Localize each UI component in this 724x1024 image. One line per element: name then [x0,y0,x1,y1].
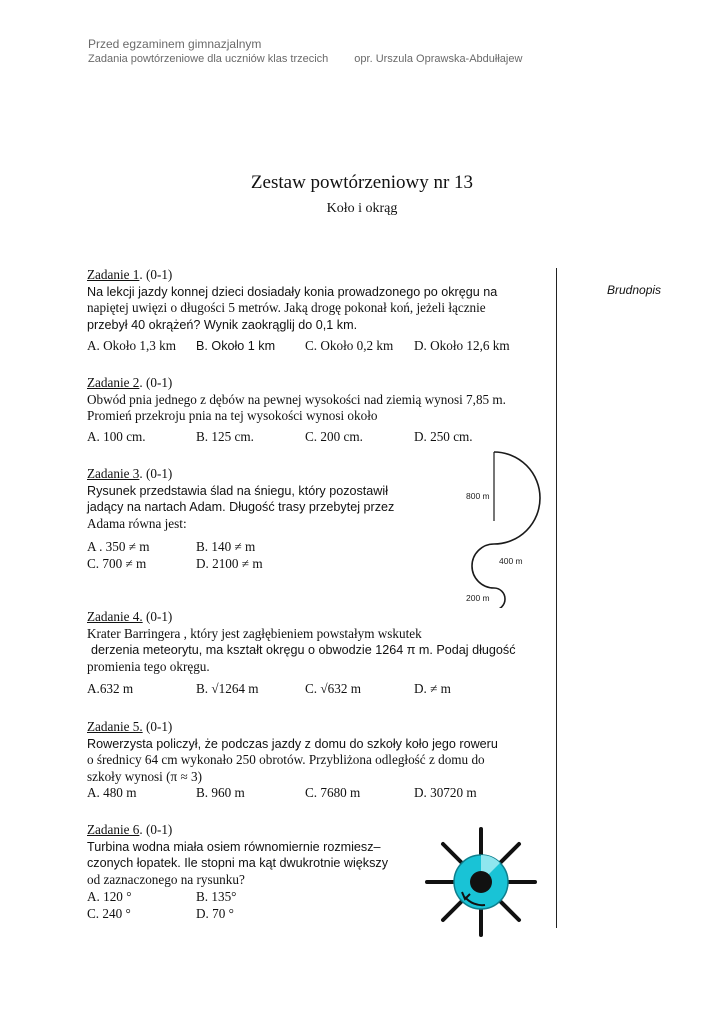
answer-option-d[interactable]: D. 70 ° [196,906,234,921]
turbine-figure [421,825,541,940]
task-6 [87,822,388,923]
answer-option-d[interactable]: D. 250 cm. [414,428,473,444]
answer-option-a[interactable]: A. 100 cm. [87,428,146,444]
task-points: (0-1) [142,609,173,624]
answer-option-b[interactable]: B. √1264 m [196,681,259,696]
task-points: . (0-1) [139,466,173,481]
task-text-line: Na lekcji jazdy konnej dzieci dosiadały konia prowadzonego po okręgu na [87,284,498,299]
task-heading [87,267,497,284]
answer-row [87,889,388,906]
task-text-line: Krater Barringera , który jest zagłębieniem powstałym wskutek [87,625,422,641]
answer-option-a[interactable]: A. 480 m [87,785,137,800]
task-text-line: czonych łopatek. Ile stopni ma kąt dwukrotnie większy [87,856,388,870]
header-author: opr. Urszula Oprawska-Abdułłajew [354,53,523,65]
task-label: Zadanie 5. [87,719,143,734]
task-text-line: szkoły wynosi (π ≈ 3) [87,768,202,784]
ski-track-arc-800 [494,452,540,544]
task-text-line: przebył 40 okrążeń? Wynik zaokrąglij do 0,1 km. [87,317,358,332]
task-2 [87,375,506,446]
task-text-line: napiętej uwięzi o długości 5 metrów. Jaką drogę pokonał koń, jeżeli łącznie [87,300,486,315]
answer-option-c[interactable]: C. 240 ° [87,906,131,921]
ski-track-figure [462,448,542,608]
answer-option-a[interactable]: A . 350 ≠ m [87,539,150,554]
ski-track-label-200: 200 m [466,593,490,603]
answer-option-b[interactable]: B. 960 m [196,785,245,800]
answer-option-b[interactable]: B. 125 cm. [196,428,254,444]
turbine-hub [470,871,492,893]
answer-option-a[interactable]: A. 120 ° [87,889,132,904]
task-points: . (0-1) [139,375,173,390]
header-course: Zadania powtórzeniowe dla uczniów klas trzecich [88,53,329,65]
answer-row [87,681,516,698]
task-label: Zadanie 2 [87,375,140,390]
answer-option-b[interactable]: B. 140 ≠ m [196,539,256,554]
task-heading [87,609,516,626]
answer-row [87,338,510,355]
task-text-line: jadący na nartach Adam. Długość trasy przebytej przez [87,500,395,514]
task-text-line: Obwód pnia jednego z dębów na pewnej wysokości nad ziemią wynosi 7,85 m. [87,391,506,407]
answer-option-c[interactable]: C. 700 ≠ m [87,556,147,571]
task-text-line: o średnicy 64 cm wykonało 250 obrotów. Przybliżona odległość z domu do [87,752,485,767]
task-label: Zadanie 4. [87,609,143,624]
ski-track-label-400: 400 m [499,556,523,566]
answer-option-d[interactable]: D. 30720 m [414,785,477,800]
answer-option-c[interactable]: C. 200 cm. [305,428,363,444]
task-text-line: Adama równa jest: [87,515,187,531]
answer-option-d[interactable]: D. Około 12,6 km [414,338,510,353]
answer-row [87,539,394,556]
task-points: . (0-1) [139,822,173,837]
task-text-line: promienia tego okręgu. [87,658,210,674]
task-heading [87,719,498,736]
ski-track-arc-200 [494,588,505,608]
answer-option-b[interactable]: B. Około 1 km [196,339,276,353]
task-text-line: derzenia meteorytu, ma kształt okręgu o obwodzie 1264 π m. Podaj długość [91,643,516,657]
answer-option-c[interactable]: C. Około 0,2 km [305,338,394,353]
task-5 [87,719,498,802]
margin-divider [556,268,557,928]
ski-track-label-800: 800 m [466,491,490,501]
answer-row [87,556,394,573]
answer-row [87,785,498,802]
task-heading [87,822,388,839]
task-1 [87,267,510,355]
scratchpad-label: Brudnopis [607,283,662,297]
task-text-line: Rysunek przedstawia ślad na śniegu, który pozostawił [87,483,389,498]
answer-option-c[interactable]: C. 7680 m [305,785,361,800]
task-heading [87,466,394,483]
answer-option-a[interactable]: A. Około 1,3 km [87,338,177,353]
answer-option-d[interactable]: D. 2100 ≠ m [196,556,263,571]
task-label: Zadanie 6 [87,822,140,837]
page-title: Zestaw powtórzeniowy nr 13 [250,172,474,193]
header-line-1: Przed egzaminem gimnazjalnym [88,37,262,51]
task-text-line: Rowerzysta policzył, że podczas jazdy z domu do szkoły koło jego roweru [87,736,498,751]
task-label: Zadanie 1 [87,267,140,282]
task-text-line: Promień przekroju pnia na tej wysokości wynosi około [87,408,378,423]
task-3 [87,466,394,573]
task-text-line: Turbina wodna miała osiem równomiernie rozmiesz– [87,839,381,854]
task-points: . (0-1) [139,267,173,282]
answer-option-d[interactable]: D. ≠ m [414,681,451,696]
answer-row [87,906,388,923]
page-subtitle: Koło i okrąg [326,201,398,216]
answer-option-b[interactable]: B. 135° [196,889,237,904]
task-4 [87,609,516,698]
header-line-2 [88,53,522,65]
task-points: (0-1) [142,719,173,734]
task-heading [87,375,506,392]
task-label: Zadanie 3 [87,466,140,481]
task-text-line: od zaznaczonego na rysunku? [87,871,245,887]
ski-track-arc-400 [472,544,494,588]
answer-option-a[interactable]: A.632 m [87,681,134,696]
answer-option-c[interactable]: C. √632 m [305,681,361,696]
answer-row [87,429,506,446]
